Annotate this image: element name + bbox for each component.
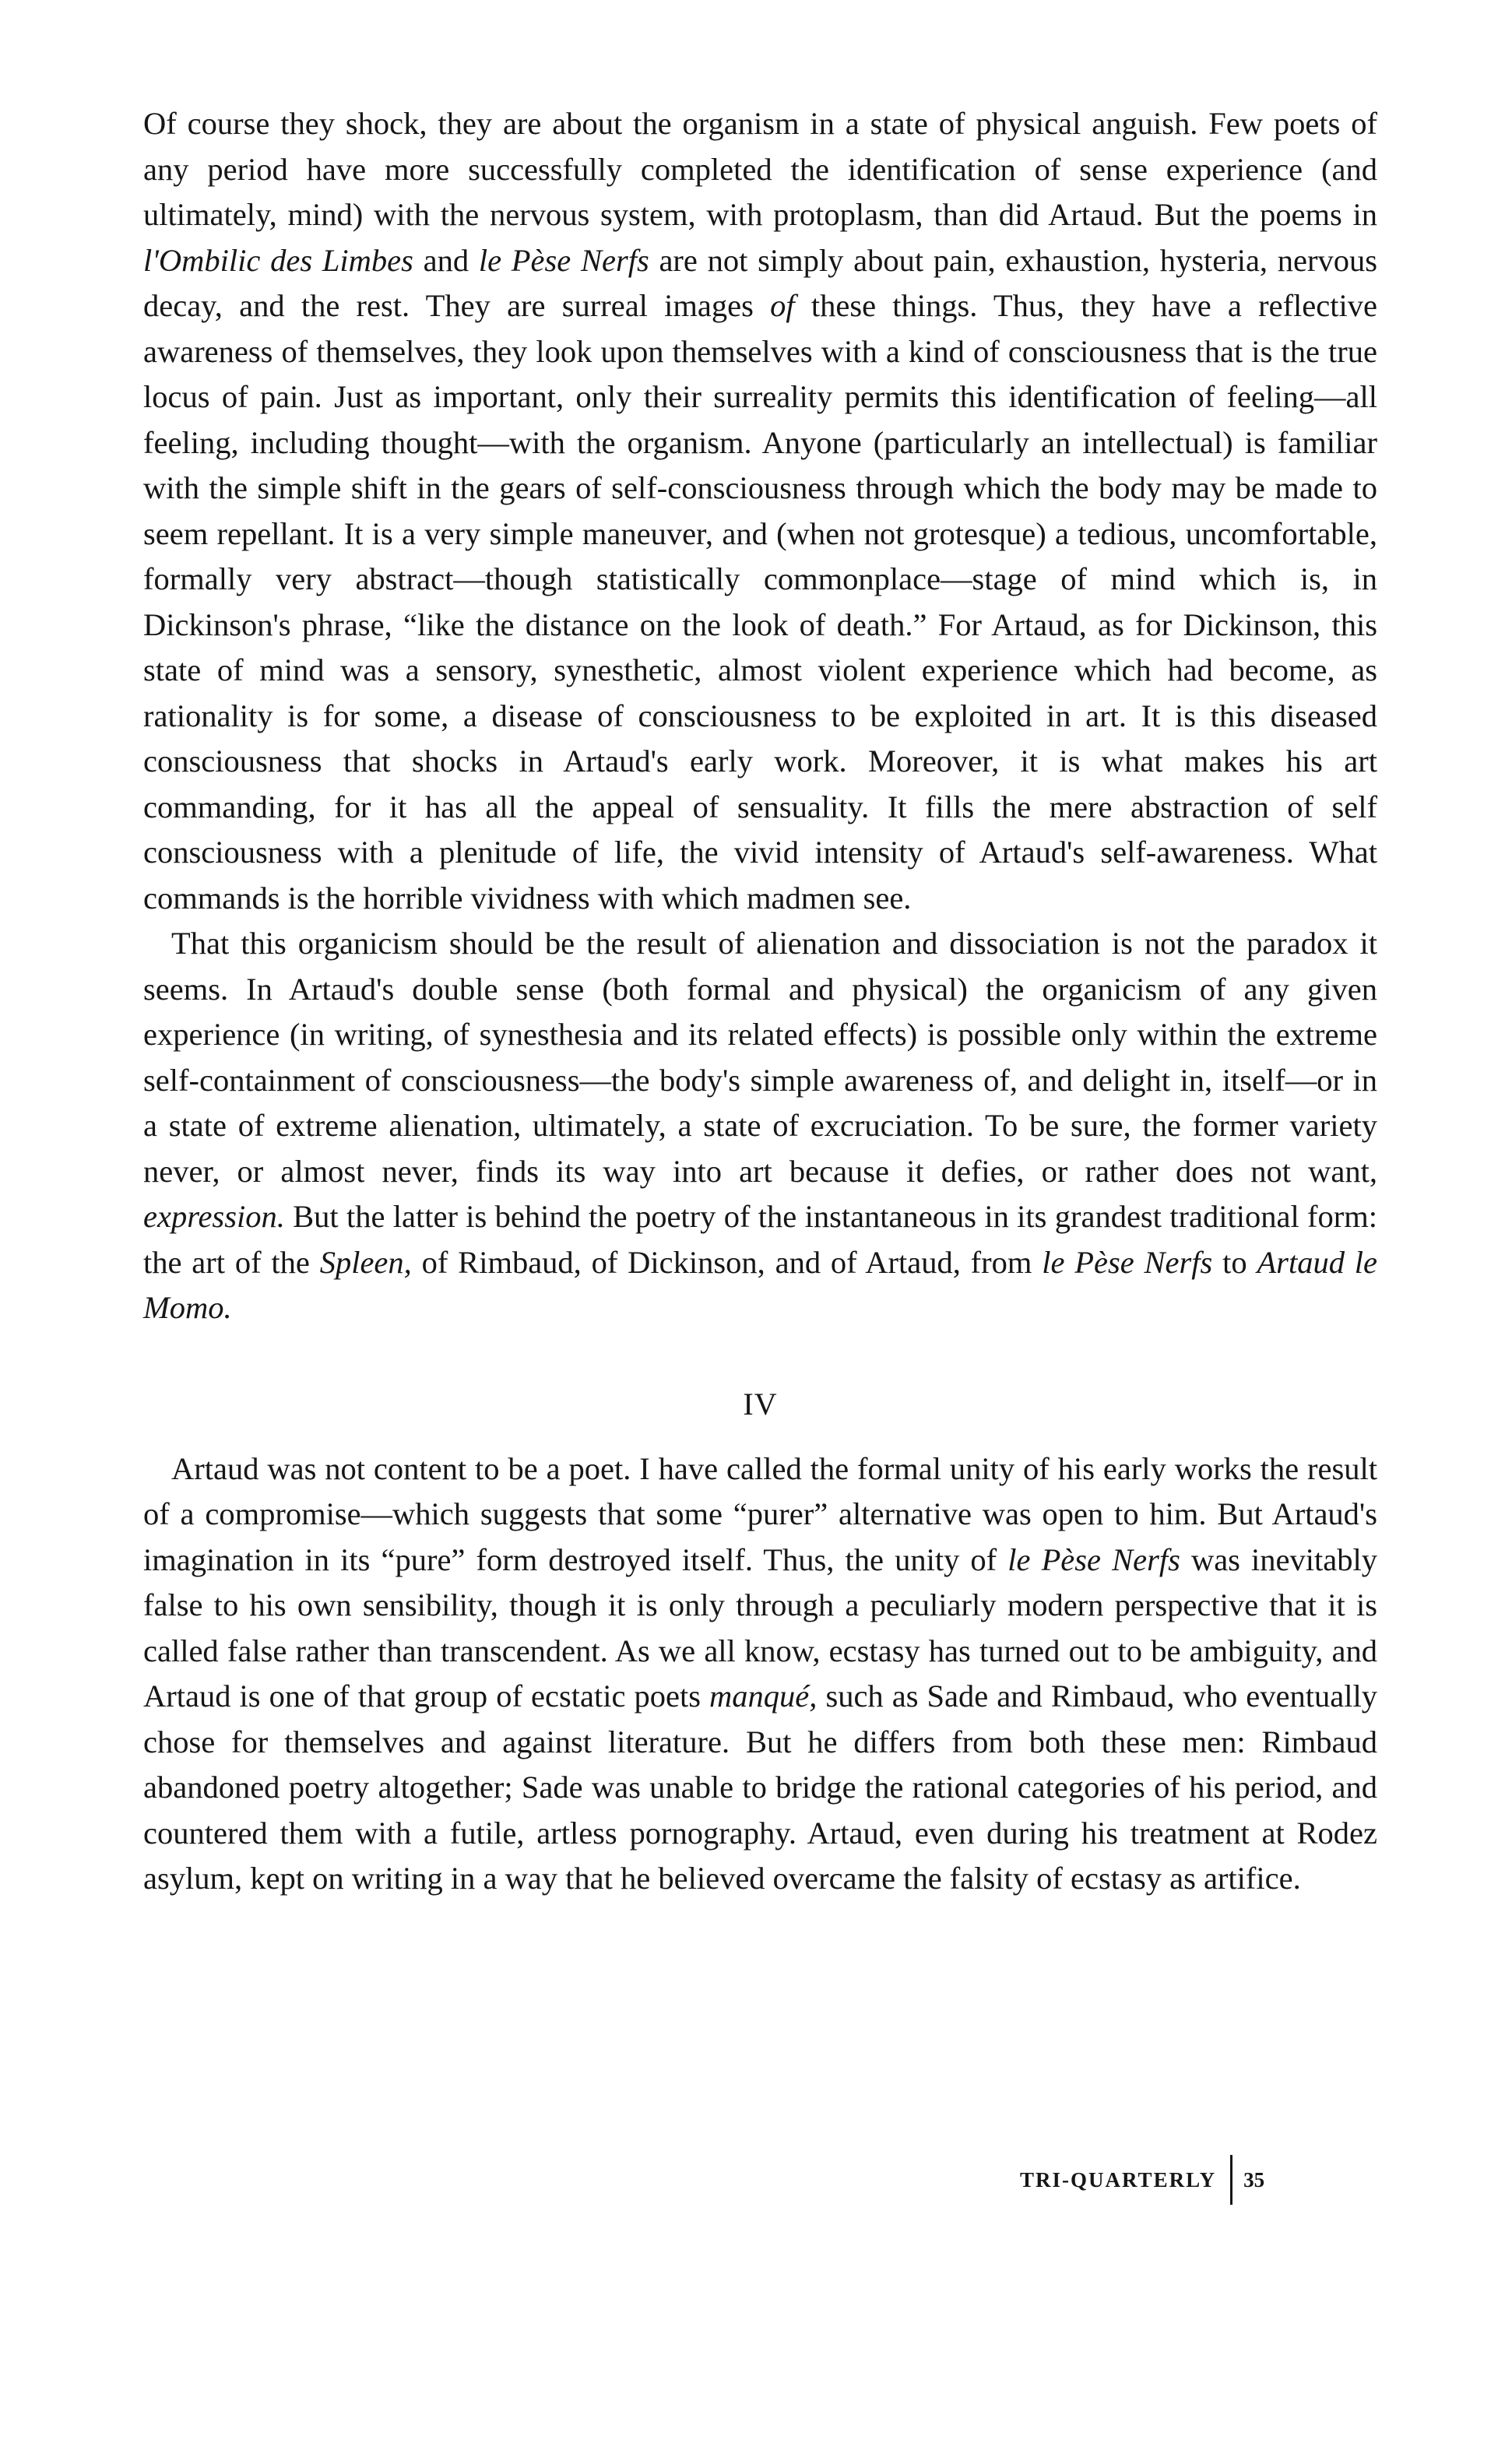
emphasis: expression. (143, 1199, 285, 1234)
body-paragraph (143, 101, 1377, 921)
book-title: le Pèse Nerfs (478, 242, 649, 278)
paragraph-text: was inevitably false to his own sensibility, though it is only through a peculiarly modern perspective that it is called false rather than transcendent. As we all know, ecstasy has turned out to be ambiguity, and Artaud is one of that group of ecstatic poets (143, 1541, 1377, 1714)
paragraph-text: But the latter is behind the poetry of the instantaneous in its grandest traditional form: the art of the (143, 1199, 1377, 1280)
paragraph-text: Of course they shock, they are about the organism in a state of physical anguish. Few poets of any period have more successfully completed the identification of sense experience (and ultimately, mind) with the nervous system, with protoplasm, than did Artaud. But the poems in (143, 106, 1377, 232)
body-paragraph (143, 1446, 1377, 1902)
book-title: le Pèse Nerfs (1042, 1244, 1213, 1280)
paragraph-text: to (1212, 1244, 1257, 1280)
paragraph-text: are not simply about pain, exhaustion, hysteria, nervous decay, and the rest. They are surreal images (143, 242, 1378, 323)
book-title: l'Ombilic des Limbes (143, 242, 413, 278)
paragraph-text: such as Sade and Rimbaud, who eventually chose for themselves and against literature. But he differs from both these men: Rimbaud abandoned poetry altogether; Sade was unable to bridge the rational categories of his period, and countered them with a futile, artless pornography. Artaud, even during his treatment at Rodez asylum, kept on writing in a way that he believed overcame the falsity of ecstasy as artifice. (143, 1678, 1377, 1896)
article-body (143, 101, 1377, 1902)
paragraph-text: Artaud was not content to be a poet. I have called the formal unity of his early works the result of a compromise—which suggests that some “purer” alternative was open to him. But Artaud's imagination in its “pure” form destroyed itself. Thus, the unity of (143, 1450, 1377, 1577)
section-heading: IV (743, 1386, 778, 1422)
book-title: Artaud le Momo. (143, 1244, 1377, 1325)
paragraph-text: and (413, 242, 479, 278)
body-paragraph (143, 921, 1377, 1331)
paragraph-text: these things. Thus, they have a reflective awareness of themselves, they look upon themselves with a kind of consciousness that is the true locus of pain. Just as important, only their surreality permits this identification of feeling—all feeling, including thought—with the organism. Anyone (particularly an intellectual) is familiar with the simple shift in the gears of self-consciousness through which the body may be made to seem repellant. It is a very simple maneuver, and (when not grotesque) a tedious, uncomfortable, formally very abstract—though statistically commonplace—stage of mind which is, in Dickinson's phrase, “like the distance on the look of death.” For Artaud, as for Dickinson, this state of mind was a sensory, synesthetic, almost violent experience which had become, as rationality is for some, a disease of consciousness to be exploited in art. It is this diseased consciousness that shocks in Artaud's early work. Moreover, it is what makes his art commanding, for it has all the appeal of sensuality. It fills the mere abstraction of self consciousness with a plenitude of life, the vivid intensity of Artaud's self-awareness. What commands is the horrible vividness with which madmen see. (143, 288, 1377, 916)
paragraph-text: of Rimbaud, of Dickinson, and of Artaud, from (411, 1244, 1043, 1280)
book-title: Spleen, (319, 1244, 412, 1280)
paragraph-text: That this organicism should be the result of alienation and dissociation is not the paradox it seems. In Artaud's double sense (both formal and physical) the organicism of any given experience (in writing, of synesthesia and its related effects) is possible only within the extreme self-containment of consciousness—the body's simple awareness of, and delight in, itself—or in a state of extreme alienation, ultimately, a state of excruciation. To be sure, the former variety never, or almost never, finds its way into art because it defies, or rather does not want, (143, 926, 1377, 1189)
journal-name: TRI-QUARTERLY (1020, 2167, 1217, 2192)
book-title: le Pèse Nerfs (1007, 1541, 1180, 1577)
emphasis: manqué, (709, 1678, 818, 1714)
emphasis: of (770, 288, 795, 323)
running-footer (1020, 2155, 1264, 2205)
page-number: 35 (1243, 2167, 1265, 2192)
